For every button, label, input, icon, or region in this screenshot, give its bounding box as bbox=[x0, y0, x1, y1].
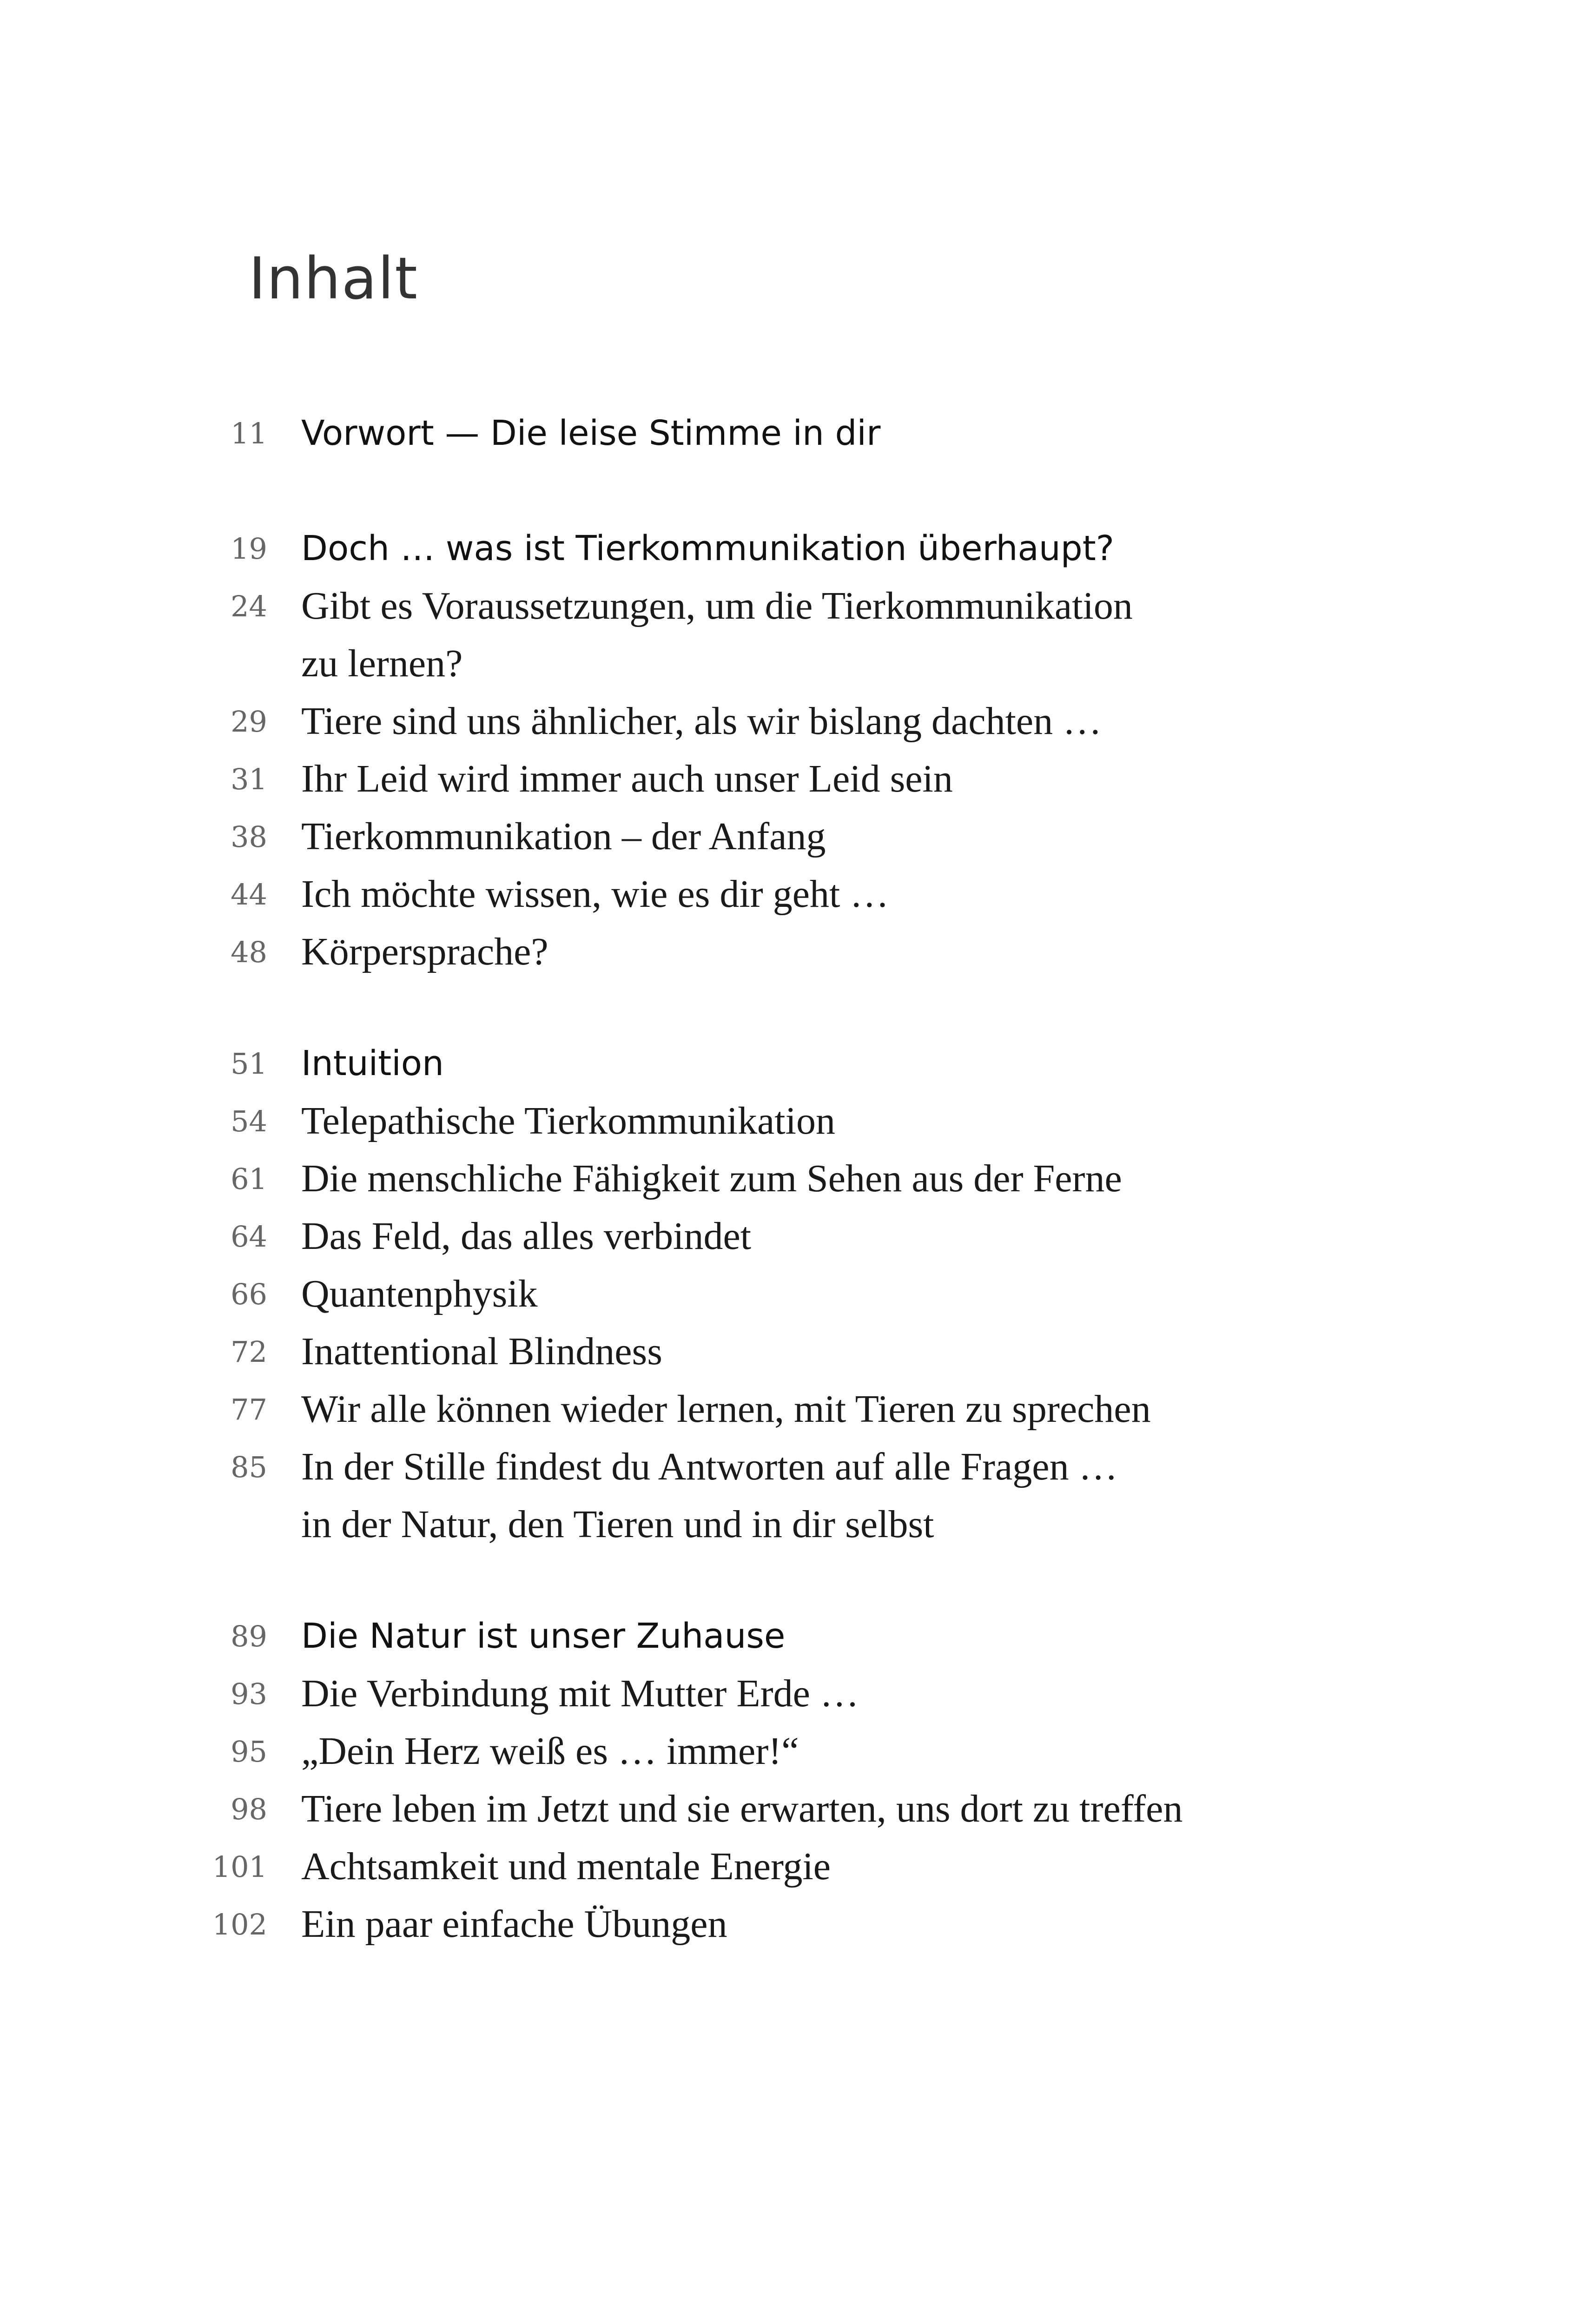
section-title: Tierkommunikation – der Anfang bbox=[301, 815, 826, 858]
page-number: 66 bbox=[231, 1277, 267, 1311]
toc-chapter-row bbox=[0, 1607, 1592, 1665]
page-number: 51 bbox=[231, 1047, 267, 1081]
toc-entry-row bbox=[0, 1438, 1592, 1496]
section-title: Achtsamkeit und mentale Energie bbox=[301, 1845, 831, 1888]
page-number: 64 bbox=[231, 1220, 267, 1254]
chapter-title: Die Natur ist unser Zuhause bbox=[301, 1616, 786, 1656]
page-number: 11 bbox=[231, 416, 267, 450]
page-title: Inhalt bbox=[249, 245, 418, 313]
page-number: 89 bbox=[231, 1619, 267, 1653]
chapter-title: Vorwort — Die leise Stimme in dir bbox=[301, 413, 881, 453]
section-title: Ich möchte wissen, wie es dir geht … bbox=[301, 872, 889, 916]
toc-chapter-row bbox=[0, 1035, 1592, 1092]
section-title: Die Verbindung mit Mutter Erde … bbox=[301, 1672, 859, 1715]
toc-entry-row bbox=[0, 865, 1592, 923]
toc-chapter-row bbox=[0, 404, 1592, 462]
page-number: 54 bbox=[231, 1104, 267, 1138]
toc-entry-row bbox=[0, 635, 1592, 693]
section-title: Körpersprache? bbox=[301, 930, 548, 973]
section-title: in der Natur, den Tieren und in dir selbst bbox=[301, 1503, 934, 1546]
page-number: 72 bbox=[231, 1335, 267, 1369]
toc-entry-row bbox=[0, 1780, 1592, 1838]
toc-entry-row bbox=[0, 1723, 1592, 1780]
section-title: Gibt es Voraussetzungen, um die Tierkommunikation bbox=[301, 584, 1133, 627]
section-title: Die menschliche Fähigkeit zum Sehen aus der Ferne bbox=[301, 1157, 1122, 1200]
section-title: Inattentional Blindness bbox=[301, 1330, 662, 1373]
page-number: 101 bbox=[212, 1850, 267, 1884]
page-number: 93 bbox=[231, 1677, 267, 1711]
toc-entry-row bbox=[0, 1665, 1592, 1723]
toc-entry-row bbox=[0, 923, 1592, 981]
page-number: 48 bbox=[231, 935, 267, 969]
section-title: Tiere leben im Jetzt und sie erwarten, uns dort zu treffen bbox=[301, 1787, 1183, 1830]
toc-entry-row bbox=[0, 1380, 1592, 1438]
toc-entry-row bbox=[0, 1150, 1592, 1208]
toc-entry-row bbox=[0, 1895, 1592, 1953]
page-number: 98 bbox=[231, 1792, 267, 1826]
section-title: Telepathische Tierkommunikation bbox=[301, 1099, 835, 1142]
chapter-title: Doch … was ist Tierkommunikation überhaupt? bbox=[301, 528, 1115, 568]
toc-entry-row bbox=[0, 1208, 1592, 1265]
toc-entry-row bbox=[0, 750, 1592, 808]
toc-entry-row bbox=[0, 1265, 1592, 1323]
toc-entry-row bbox=[0, 1092, 1592, 1150]
section-title: zu lernen? bbox=[301, 642, 463, 685]
page-number: 85 bbox=[231, 1450, 267, 1484]
toc-entry-row bbox=[0, 1838, 1592, 1895]
section-title: Quantenphysik bbox=[301, 1272, 538, 1315]
page-number: 24 bbox=[231, 589, 267, 623]
section-title: In der Stille findest du Antworten auf alle Fragen … bbox=[301, 1445, 1118, 1488]
section-title: „Dein Herz weiß es … immer!“ bbox=[301, 1730, 799, 1773]
toc-entry-row bbox=[0, 1323, 1592, 1380]
toc-entry-row bbox=[0, 1496, 1592, 1553]
toc-entry-row bbox=[0, 693, 1592, 750]
section-title: Wir alle können wieder lernen, mit Tieren zu sprechen bbox=[301, 1387, 1151, 1431]
page-number: 61 bbox=[231, 1162, 267, 1196]
page-number: 77 bbox=[231, 1393, 267, 1426]
chapter-title: Intuition bbox=[301, 1043, 444, 1083]
page-number: 95 bbox=[231, 1735, 267, 1769]
section-title: Das Feld, das alles verbindet bbox=[301, 1215, 752, 1258]
page-number: 29 bbox=[231, 705, 267, 739]
section-title: Tiere sind uns ähnlicher, als wir bislang dachten … bbox=[301, 700, 1102, 743]
section-title: Ein paar einfache Übungen bbox=[301, 1902, 727, 1946]
page-number: 102 bbox=[212, 1908, 267, 1941]
toc-chapter-row bbox=[0, 520, 1592, 577]
section-title: Ihr Leid wird immer auch unser Leid sein bbox=[301, 757, 953, 800]
page-number: 38 bbox=[231, 820, 267, 854]
page-number: 44 bbox=[231, 878, 267, 911]
toc-entry-row bbox=[0, 808, 1592, 865]
toc-entry-row bbox=[0, 577, 1592, 635]
page-number: 19 bbox=[231, 532, 267, 566]
page-number: 31 bbox=[231, 762, 267, 796]
